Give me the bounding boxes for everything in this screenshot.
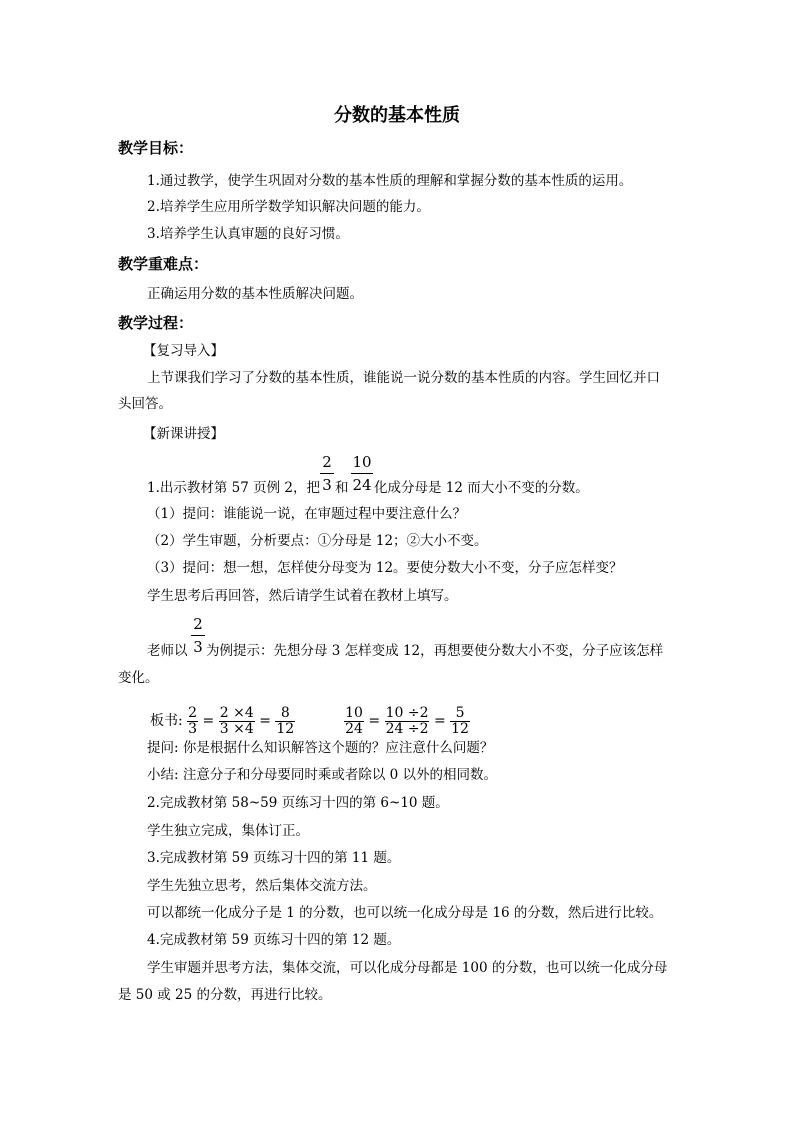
fraction xyxy=(219,706,255,736)
key-text: 正确运用分数的基本性质解决问题。 xyxy=(147,286,363,302)
equals-sign: = xyxy=(259,713,271,729)
example-1-suffix: 化成分母是 12 而大小不变的分数。 xyxy=(374,480,589,496)
step-3: 3.完成教材第 59 页练习十四的第 11 题。 xyxy=(147,850,401,866)
fraction-numerator: 8 xyxy=(275,706,295,722)
page-title: 分数的基本性质 xyxy=(334,105,460,126)
fraction-denominator: 24 xyxy=(352,476,372,494)
question-3: （3）提问：想一想，怎样使分母变为 12。要使分数大小不变，分子应怎样变？ xyxy=(147,560,623,576)
fraction xyxy=(275,706,295,736)
fraction-numerator: 10 xyxy=(351,451,373,474)
teacher-hint-prefix: 老师以 xyxy=(147,643,188,659)
process-heading: 教学过程： xyxy=(118,314,194,332)
fraction-denominator: 3 xyxy=(193,638,203,656)
goal-item-2: 2.培养学生应用所学数学知识解决问题的能力。 xyxy=(147,199,430,215)
equals-sign: = xyxy=(433,713,446,729)
review-paragraph-cont: 头回答。 xyxy=(118,396,172,412)
goal-item-3: 3.培养学生认真审题的良好习惯。 xyxy=(147,226,349,242)
equals-sign: = xyxy=(202,713,215,729)
summary-text: 小结: 注意分子和分母要同时乘或者除以 0 以外的相同数。 xyxy=(147,767,498,783)
fraction-denominator: 24 xyxy=(345,720,363,737)
example-1-prefix: 1.出示教材第 57 页例 2，把 xyxy=(147,480,321,496)
fraction xyxy=(450,706,470,736)
equals-sign: = xyxy=(368,713,381,729)
question-1: （1）提问：谁能说一说，在审题过程中要注意什么？ xyxy=(147,506,467,522)
example-1-mid: 和 xyxy=(335,480,349,496)
board-writing xyxy=(150,701,470,741)
student-think: 学生思考后再回答，然后请学生试着在教材上填写。 xyxy=(147,588,458,604)
new-lesson-label: 【新课讲授】 xyxy=(143,426,224,442)
ask-text: 提问: 你是根据什么知识解答这个题的？应注意什么问题？ xyxy=(147,740,494,756)
step-3-note-2: 可以都统一化成分子是 1 的分数，也可以统一化成分母是 16 的分数，然后进行比较。 xyxy=(147,905,663,921)
board-label: 板书: xyxy=(150,713,183,729)
fraction-10-24 xyxy=(351,451,373,496)
fraction-numerator: 2 ×4 xyxy=(219,704,254,721)
fraction-2-3 xyxy=(191,613,205,658)
teacher-hint-suffix: 为例提示：先想分母 3 怎样变成 12，再想要使分数大小不变，分子应该怎样 xyxy=(206,643,664,659)
question-2: （2）学生审题，分析要点：①分母是 12；②大小不变。 xyxy=(147,533,488,549)
fraction xyxy=(187,706,198,736)
fraction-numerator: 2 xyxy=(188,704,198,721)
step-2-note: 学生独立完成，集体订正。 xyxy=(147,823,309,839)
fraction-numerator: 10 xyxy=(345,704,363,721)
review-paragraph: 上节课我们学习了分数的基本性质，谁能说一说分数的基本性质的内容。学生回忆并口 xyxy=(147,370,660,386)
fraction-denominator: 3 ×4 xyxy=(219,720,254,737)
fraction-numerator: 2 xyxy=(191,613,205,636)
teacher-hint-cont: 变化。 xyxy=(118,670,159,686)
step-4-note-1: 学生审题并思考方法，集体交流，可以化成分母都是 100 的分数，也可以统一化成分母 xyxy=(147,960,668,976)
fraction-denominator: 24 ÷2 xyxy=(385,720,429,737)
step-4-note-2: 是 50 或 25 的分数，再进行比较。 xyxy=(118,987,332,1003)
review-label: 【复习导入】 xyxy=(143,343,224,359)
key-heading: 教学重难点： xyxy=(118,255,209,273)
fraction-denominator: 3 xyxy=(188,720,198,737)
step-4: 4.完成教材第 59 页练习十四的第 12 题。 xyxy=(147,932,401,948)
fraction xyxy=(385,706,430,736)
step-2: 2.完成教材第 58~59 页练习十四的第 6~10 题。 xyxy=(147,795,449,811)
goals-heading: 教学目标： xyxy=(118,139,194,157)
step-3-note-1: 学生先独立思考，然后集体交流方法。 xyxy=(147,878,377,894)
fraction-denominator: 12 xyxy=(276,720,295,737)
fraction-denominator: 12 xyxy=(451,720,469,737)
fraction-numerator: 2 xyxy=(320,451,334,474)
fraction-2-3 xyxy=(320,451,334,496)
fraction-numerator: 5 xyxy=(450,706,470,722)
goal-item-1: 1.通过教学，使学生巩固对分数的基本性质的理解和掌握分数的基本性质的运用。 xyxy=(147,173,633,189)
fraction-numerator: 10 ÷2 xyxy=(385,704,429,721)
fraction xyxy=(344,706,364,736)
fraction-denominator: 3 xyxy=(322,476,332,494)
